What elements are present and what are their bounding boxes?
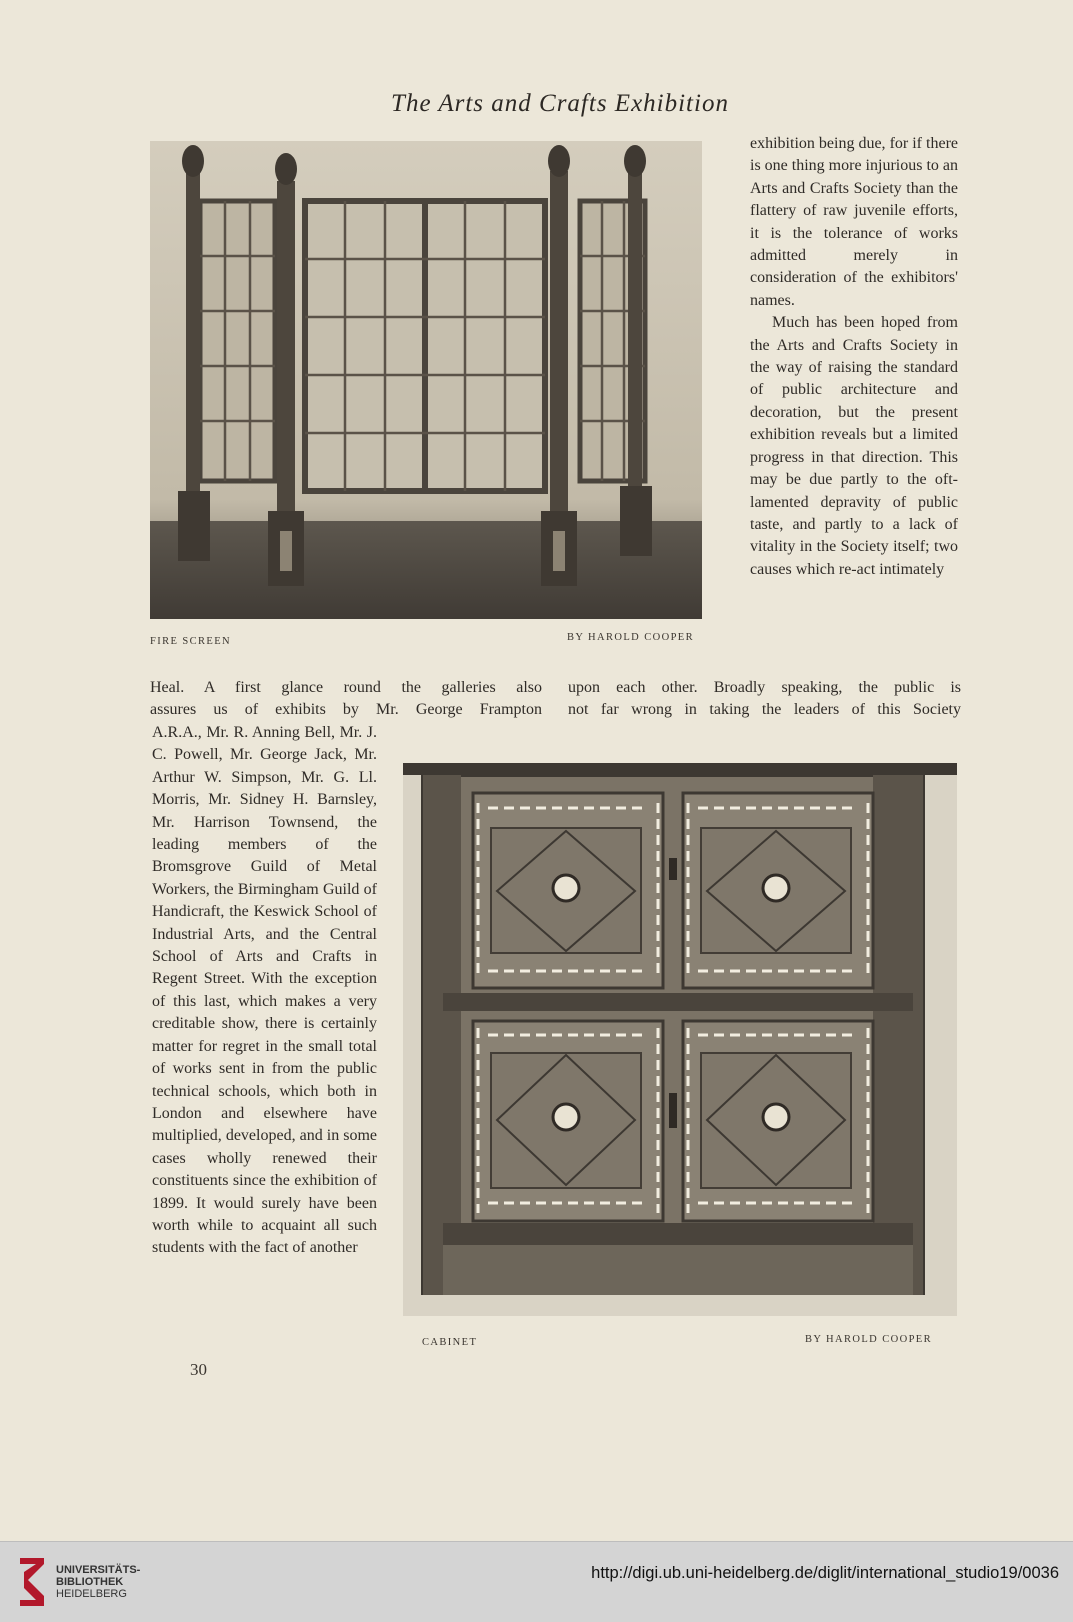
paragraph: Much has been hoped from the Arts and Crafts Society in the way of raising the standard of public architecture and decoration, but the present exhibition reveals but a limited progress in that direction. This may be due partly to the oft-lamented depravity of public taste, and partly to a lack of vitality in the Society itself; two causes which re-act intimately [750, 314, 958, 578]
cabinet-illustration [403, 763, 957, 1316]
fire-screen-photo [150, 141, 702, 619]
library-logo-icon [14, 1554, 50, 1614]
cabinet-credit: BY HAROLD COOPER [805, 1334, 933, 1345]
fire-screen-illustration [150, 141, 702, 619]
cabinet-photo [403, 763, 957, 1316]
page-number: 30 [190, 1360, 207, 1379]
text-line: not far wrong in taking the leaders of this Society [568, 701, 961, 718]
paragraph: exhibition being due, for if there is one thing more injurious to an Arts and Crafts Society than the flattery of raw juvenile efforts, it is the tolerance of works admitted merely in consideration of the exhibitors' names. [750, 135, 958, 309]
right-column-text [750, 133, 958, 581]
running-head: The Arts and Crafts Exhibition [391, 90, 729, 117]
left-column-text: A.R.A., Mr. R. Anning Bell, Mr. J. C. Powell, Mr. George Jack, Mr. Arthur W. Simpson, Mr. G. Ll. Morris, Mr. Sidney H. Barnsley, Mr. Harrison Townsend, the leading members of the Bromsgrove Guild of Metal Workers, the Birmingham Guild of Handicraft, the Keswick School of Industrial Arts, and the Central School of Arts and Crafts in Regent Street. With the exception of this last, which makes a very creditable show, there is certainly matter for regret in the small total of works sent in from the public technical schools, which both in London and elsewhere have multiplied, developed, and in some cases wholly renewed their constituents since the exhibition of 1899. It would surely have been worth while to acquaint all such students with the fact of another [152, 724, 377, 1257]
digital-library-footer [0, 1541, 1073, 1622]
cabinet-caption: CABINET [422, 1337, 478, 1348]
text-line: Heal. A first glance round the galleries also [150, 679, 542, 696]
text-line: upon each other. Broadly speaking, the public is [568, 679, 961, 696]
text-line: assures us of exhibits by Mr. George Frampton [150, 701, 542, 718]
library-name: UNIVERSITÄTS- BIBLIOTHEK HEIDELBERG [56, 1564, 141, 1600]
fire-screen-credit: BY HAROLD COOPER [567, 632, 695, 643]
source-url[interactable]: http://digi.ub.uni-heidelberg.de/diglit/international_studio19/0036 [591, 1564, 1059, 1582]
fire-screen-caption: FIRE SCREEN [150, 636, 232, 647]
